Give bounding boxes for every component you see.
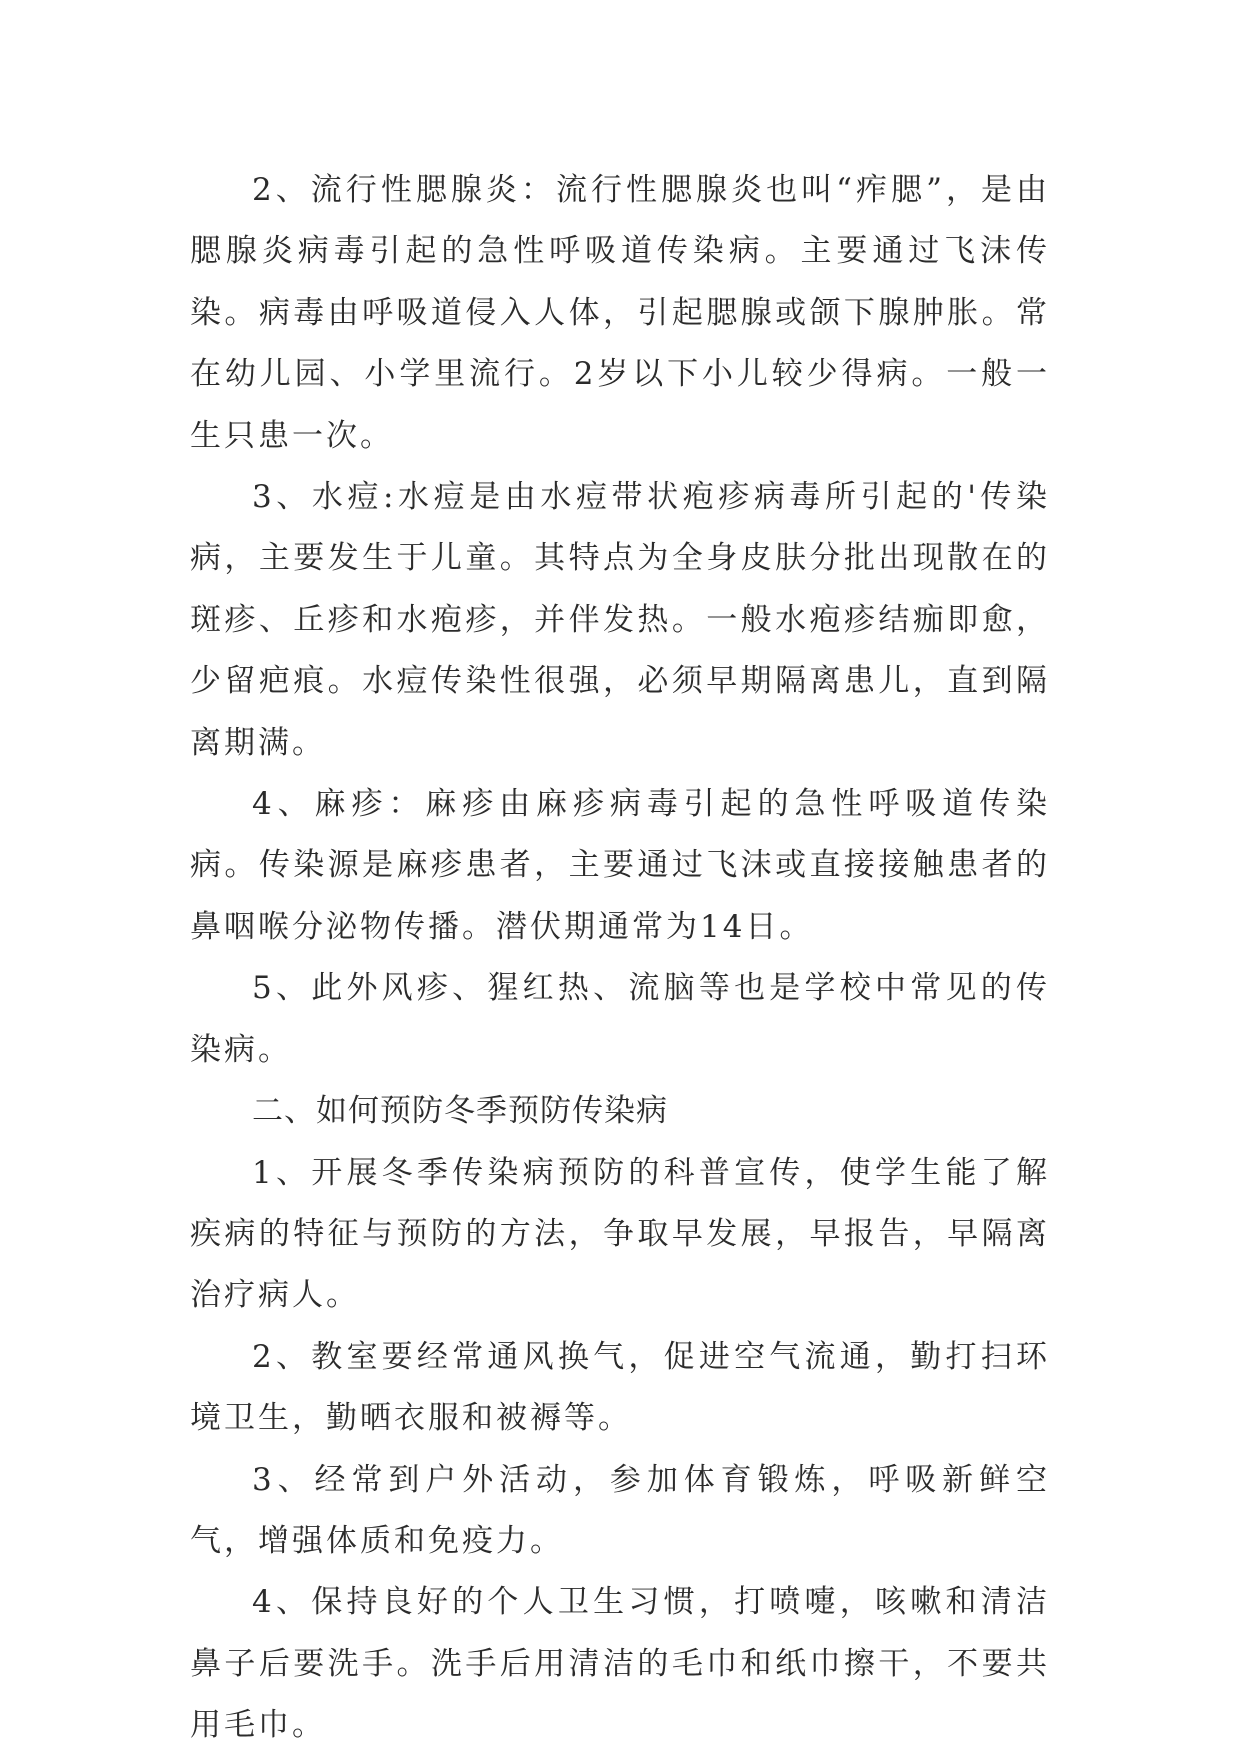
paragraph-prevention-3: 3、经常到户外活动，参加体育锻炼，呼吸新鲜空气，增强体质和免疫力。	[190, 1461, 1050, 1559]
paragraph-prevention-4: 4、保持良好的个人卫生习惯，打喷嚏，咳嗽和清洁鼻子后要洗手。洗手后用清洁的毛巾和纸巾擦干，不要共用毛巾。	[190, 1584, 1050, 1744]
document-body	[190, 160, 1050, 1757]
paragraph-prevention-2: 2、教室要经常通风换气，促进空气流通，勤打扫环境卫生，勤晒衣服和被褥等。	[190, 1338, 1050, 1437]
paragraph-mumps: 2、流行性腮腺炎：流行性腮腺炎也叫“痄腮”，是由腮腺炎病毒引起的急性呼吸道传染病。主要通过飞沫传染。病毒由呼吸道侵入人体，引起腮腺或颌下腺肿胀。常在幼儿园、小学里流行。2岁以下小儿较少得病。一般一生只患一次。	[190, 172, 1050, 454]
paragraph-other-diseases: 5、此外风疹、猩红热、流脑等也是学校中常见的传染病。	[190, 970, 1050, 1068]
paragraph-chickenpox: 3、水痘:水痘是由水痘带状疱疹病毒所引起的'传染病，主要发生于儿童。其特点为全身皮肤分批出现散在的斑疹、丘疹和水疱疹，并伴发热。一般水疱疹结痂即愈，少留疤痕。水痘传染性很强，必须早期隔离患儿，直到隔离期满。	[190, 479, 1050, 761]
section-heading-prevention: 二、如何预防冬季预防传染病	[252, 1093, 668, 1130]
paragraph-prevention-1: 1、开展冬季传染病预防的科普宣传，使学生能了解疾病的特征与预防的方法，争取早发展，早报告，早隔离治疗病人。	[190, 1154, 1050, 1314]
paragraph-measles: 4、麻疹：麻疹由麻疹病毒引起的急性呼吸道传染病。传染源是麻疹患者，主要通过飞沫或直接接触患者的鼻咽喉分泌物传播。潜伏期通常为14日。	[190, 786, 1050, 945]
